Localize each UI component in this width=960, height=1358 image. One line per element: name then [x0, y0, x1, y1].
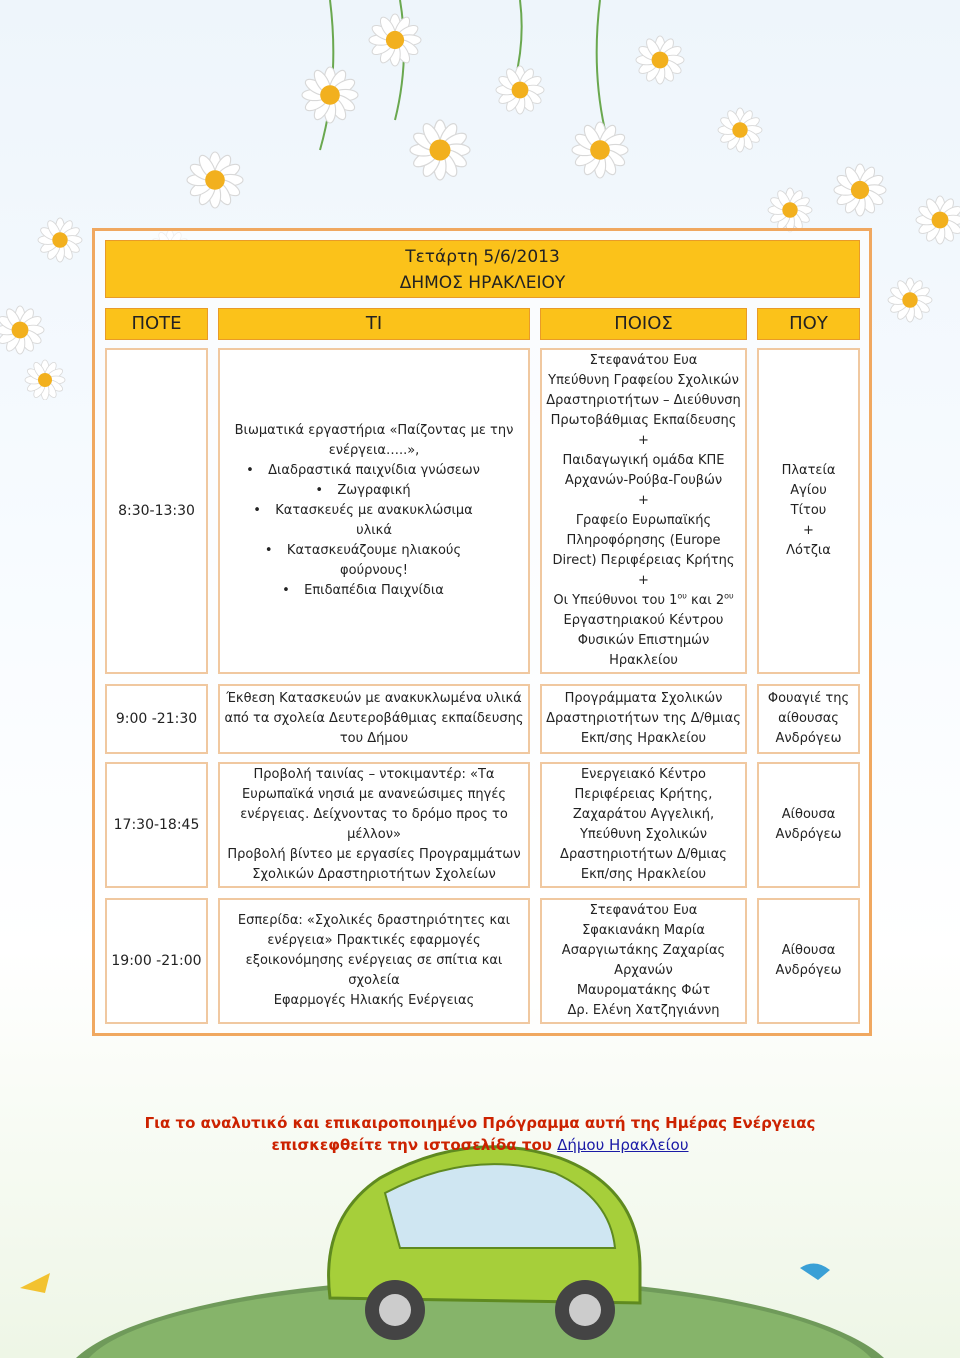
table-row-4-when — [105, 898, 208, 1024]
list-item: υλικά — [356, 523, 392, 538]
list-item: • Επιδαπέδια Παιχνίδια — [224, 581, 524, 601]
activity-text: Έκθεση Κατασκευών με ανακυκλωμένα υλικά — [226, 691, 522, 706]
where-text: Τίτου — [790, 503, 827, 518]
who-text: Δραστηριοτήτων Δ/θμιας — [560, 847, 727, 862]
who-text: Αρχανών — [614, 963, 673, 978]
column-header-what: ΤΙ — [218, 308, 530, 340]
activity-text: από τα σχολεία Δευτεροβάθμιας εκπαίδευσης — [224, 711, 524, 726]
where-text: Ανδρόγεω — [775, 963, 842, 978]
who-text: Φυσικών Επιστημών — [577, 633, 710, 648]
column-header-when: ΠΟΤΕ — [105, 308, 208, 340]
footer-text: επισκεφθείτε την ιστοσελίδα του — [271, 1136, 558, 1154]
where-text: + — [803, 523, 814, 538]
who-text: + — [638, 493, 649, 508]
activity-text: εξοικονόμησης ενέργειας σε σπίτια και σχολεία — [245, 953, 503, 988]
time-label: 17:30-18:45 — [113, 817, 200, 833]
activity-text: Προβολή ταινίας – ντοκιμαντέρ: «Τα — [253, 767, 495, 782]
column-header-where: ΠΟΥ — [757, 308, 860, 340]
ordinal-suffix: ου — [677, 591, 687, 601]
activity-text: ενέργεια» Πρακτικές εφαρμογές — [267, 933, 481, 948]
table-row-4-what — [218, 898, 530, 1024]
who-text: Πληροφόρησης (Europe — [566, 533, 721, 548]
activity-text: Βιωματικά εργαστήρια «Παίζοντας με την — [234, 423, 514, 438]
who-text-part: και 2 — [686, 593, 725, 608]
list-item: • Ζωγραφική — [224, 481, 524, 501]
table-row-3-what — [218, 762, 530, 888]
footer-line: Για το αναλυτικό και επικαιροποιημένο Πρόγραμμα αυτή της Ημέρας Ενέργειας — [144, 1114, 816, 1132]
who-text: Σφακιανάκη Μαρία — [582, 923, 705, 938]
who-text: Ηρακλείου — [609, 653, 678, 668]
table-row-4-where — [757, 898, 860, 1024]
who-text: Εκπ/σης Ηρακλείου — [580, 867, 707, 882]
where-text: Πλατεία Αγίου — [781, 463, 836, 498]
who-text: Υπεύθυνη Γραφείου Σχολικών — [548, 373, 739, 388]
who-text: Πρωτοβάθμιας Εκπαίδευσης — [550, 413, 737, 428]
where-text: Αίθουσα — [781, 807, 836, 822]
column-header-who: ΠΟΙΟΣ — [540, 308, 747, 340]
activity-text: ενέργεια…..», — [328, 443, 420, 458]
who-text: + — [638, 433, 649, 448]
who-text: Δραστηριοτήτων της Δ/θμιας — [546, 711, 741, 726]
who-text: Προγράμματα Σχολικών — [564, 691, 723, 706]
table-row-1-where — [757, 348, 860, 674]
where-text: Ανδρόγεω — [775, 731, 842, 746]
who-text: Δρ. Ελένη Χατζηγιάννη — [567, 1003, 720, 1018]
activity-text: Προβολή βίντεο με εργασίες Προγραμμάτων — [227, 847, 521, 862]
who-text: + — [638, 573, 649, 588]
footer-note — [120, 1112, 840, 1156]
who-text: Στεφανάτου Ευα — [589, 903, 698, 918]
activity-text: Εσπερίδα: «Σχολικές δραστηριότητες και — [237, 913, 511, 928]
time-label: 9:00 -21:30 — [115, 711, 198, 727]
activity-text: Ευρωπαϊκά νησιά με ανανεώσιμες πηγές — [242, 787, 506, 802]
title-banner — [105, 240, 860, 298]
table-row-3-where — [757, 762, 860, 888]
who-text: Εργαστηριακού Κέντρου — [563, 613, 724, 628]
who-text: Αρχανών-Ρούβα-Γουβών — [564, 473, 723, 488]
activity-text: Εφαρμογές Ηλιακής Ενέργειας — [273, 993, 475, 1008]
organizer-title: ΔΗΜΟΣ ΗΡΑΚΛΕΙΟΥ — [399, 273, 566, 293]
ordinal-suffix: ου — [724, 591, 734, 601]
who-text: Δραστηριοτήτων – Διεύθυνση — [546, 393, 741, 408]
who-text: Μαυροματάκης Φώτ — [576, 983, 711, 998]
activity-text: Σχολικών Δραστηριοτήτων Σχολείων — [252, 867, 496, 882]
event-date: Τετάρτη 5/6/2013 — [405, 247, 560, 267]
where-text: Φουαγιέ της — [767, 691, 850, 706]
table-row-2-where — [757, 684, 860, 754]
list-item: • Κατασκευές με ανακυκλώσιμα — [224, 501, 524, 521]
list-item: • Κατασκευάζουμε ηλιακούς — [224, 541, 524, 561]
who-text: Ασαργιωτάκης Ζαχαρίας — [561, 943, 726, 958]
who-text: Direct) Περιφέρειας Κρήτης — [552, 553, 735, 568]
activity-text: του Δήμου — [339, 731, 409, 746]
table-row-3-when — [105, 762, 208, 888]
table-row-2-who — [540, 684, 747, 754]
list-item: • Διαδραστικά παιχνίδια γνώσεων — [224, 461, 524, 481]
table-row-1-what — [218, 348, 530, 674]
activity-text: ενέργειας. Δείχνοντας το δρόμο προς το — [240, 807, 508, 822]
who-text: Στεφανάτου Ευα — [589, 353, 698, 368]
time-label: 19:00 -21:00 — [111, 953, 202, 969]
who-text: Ενεργειακό Κέντρο — [580, 767, 707, 782]
who-text: Ζαχαράτου Αγγελική, — [572, 807, 715, 822]
table-row-4-who — [540, 898, 747, 1024]
table-row-1-when — [105, 348, 208, 674]
who-text: Παιδαγωγική ομάδα ΚΠΕ — [562, 453, 725, 468]
where-text: Λότζια — [786, 543, 831, 558]
who-text: Περιφέρειας Κρήτης, — [574, 787, 713, 802]
where-text: αίθουσας — [778, 711, 839, 726]
activity-text: μέλλον» — [347, 827, 401, 842]
table-row-2-what — [218, 684, 530, 754]
municipality-link[interactable]: Δήμου Ηρακλείου — [557, 1136, 689, 1154]
who-text: Υπεύθυνη Σχολικών — [579, 827, 707, 842]
list-item: φούρνους! — [340, 563, 408, 578]
who-text: Εκπ/σης Ηρακλείου — [580, 731, 707, 746]
where-text: Ανδρόγεω — [775, 827, 842, 842]
where-text: Αίθουσα — [781, 943, 836, 958]
table-row-3-who — [540, 762, 747, 888]
footer-line — [120, 1134, 840, 1156]
who-text — [546, 591, 741, 611]
who-text: Γραφείο Ευρωπαϊκής — [575, 513, 712, 528]
who-text-part: Οι Υπεύθυνοι του 1 — [553, 593, 678, 608]
table-row-2-when — [105, 684, 208, 754]
time-label: 8:30-13:30 — [118, 503, 195, 519]
table-row-1-who — [540, 348, 747, 674]
